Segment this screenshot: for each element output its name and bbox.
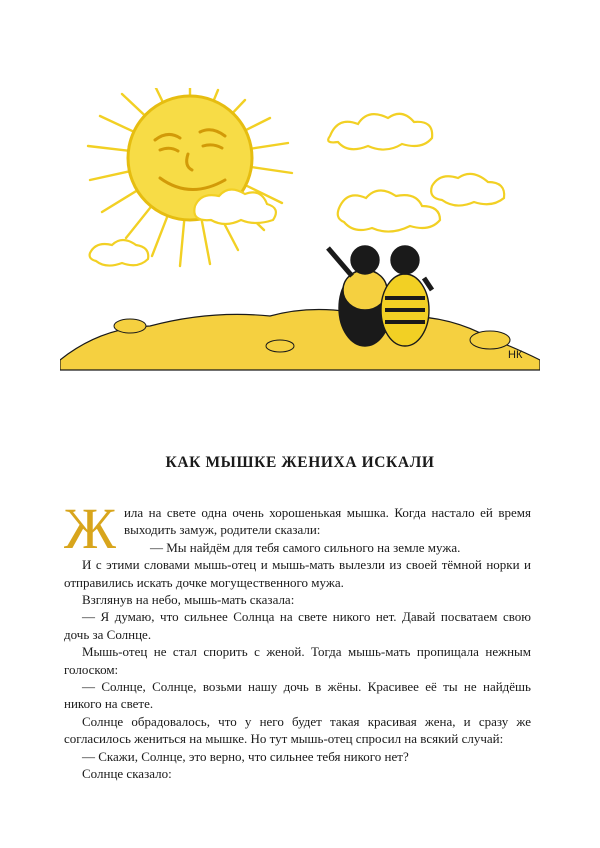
drop-cap: Ж [64,496,116,561]
line-5: Мышь-отец не стал спорить с женой. Тогда мышь-мать пропищала нежным голоском: [64,644,531,677]
artist-signature: НК [508,349,523,361]
sun-and-mice-illustration [60,88,540,388]
story-text [64,496,531,783]
line-6: — Солнце, Солнце, возьми нашу дочь в жёны. Красивее её ты не найдёшь никого на свете. [64,679,531,712]
line-4: — Я думаю, что сильнее Солнца на свете никого нет. Давай посватаем свою дочь за Солнце. [64,609,531,642]
line-1: — Мы найдём для тебя самого сильного на земле мужа. [150,539,461,555]
hill [60,309,540,370]
line-2: И с этими словами мышь-отец и мышь-мать вылезли из своей тёмной норки и отправились искать дочке могущественного мужа. [64,557,531,590]
first-paragraph: ила на свете одна очень хорошенькая мышка. Когда настало ей время выходить замуж, родители сказали: [123,505,531,538]
mouse-mother [381,246,432,346]
line-9: Солнце сказало: [82,766,172,782]
line-7: Солнце обрадовалось, что у него будет такая красивая жена, и сразу же согласилось жениться на мышке. Но тут мышь-отец спросил на всякий случай: [64,713,531,747]
line-3: Взглянув на небо, мышь-мать сказала: [82,592,295,608]
story-title: КАК МЫШКЕ ЖЕНИХА ИСКАЛИ [165,454,435,471]
line-8: — Скажи, Солнце, это верно, что сильнее тебя никого нет? [82,748,409,764]
